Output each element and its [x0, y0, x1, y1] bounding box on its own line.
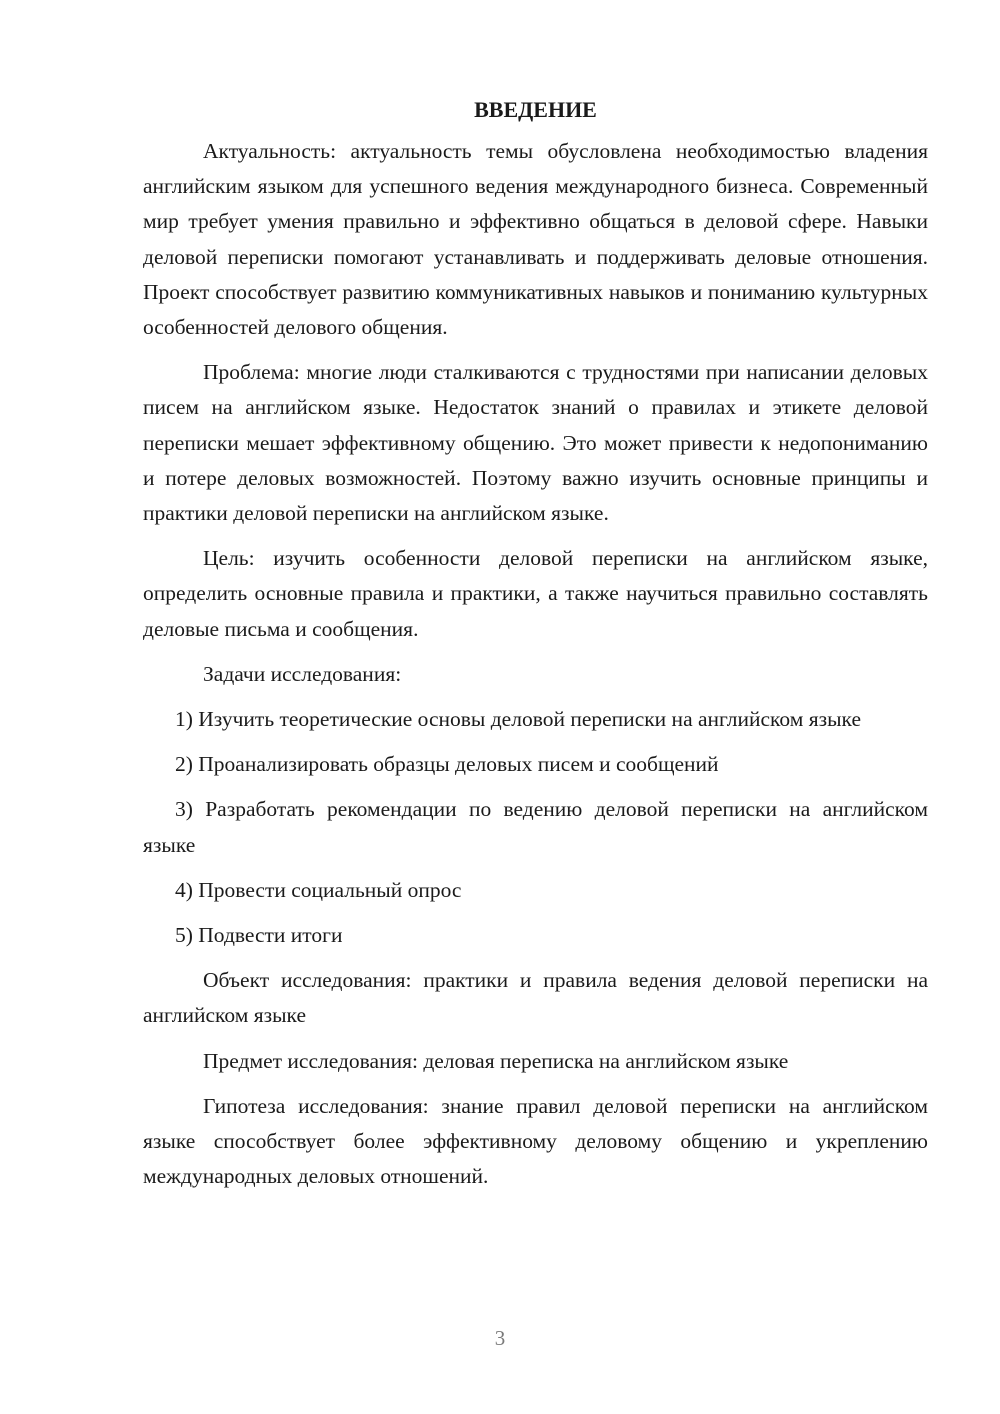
paragraph-object: Объект исследования: практики и правила ведения деловой переписки на английском языке	[143, 968, 928, 1028]
task-item-3: 3) Разработать рекомендации по ведению деловой переписки на английском языке	[143, 797, 928, 857]
section-title: ВВЕДЕНИЕ	[474, 97, 597, 122]
paragraph-hypothesis: Гипотеза исследования: знание правил деловой переписки на английском языке способствует более эффективному деловому общению и укреплению международных деловых отношений.	[143, 1093, 928, 1189]
document-page	[143, 92, 928, 1204]
paragraph-subject: Предмет исследования: деловая переписка на английском языке	[203, 1048, 789, 1073]
paragraph-goal: Цель: изучить особенности деловой переписки на английском языке, определить основные правила и практики, а также научиться правильно составлять деловые письма и сообщения.	[143, 546, 928, 641]
task-item-5: 5) Подвести итоги	[175, 923, 343, 948]
task-item-2: 2) Проанализировать образцы деловых писем и сообщений	[175, 752, 719, 777]
tasks-heading: Задачи исследования:	[203, 661, 402, 686]
paragraph-relevance: Актуальность: актуальность темы обусловлена необходимостью владения английским языком для успешного ведения международного бизнеса. Современный мир требует умения правильно и эффективно общаться в деловой сфере. Навыки деловой переписки помогают устанавливать и поддерживать деловые отношения. Проект способствует развитию коммуникативных навыков и пониманию культурных особенностей делового общения.	[143, 139, 928, 340]
paragraph-problem: Проблема: многие люди сталкиваются с трудностями при написании деловых писем на английском языке. Недостаток знаний о правилах и этикете деловой переписки мешает эффективному общению. Это может привести к недопониманию и потере деловых возможностей. Поэтому важно изучить основные принципы и практики деловой переписки на английском языке.	[143, 360, 928, 526]
task-item-1: 1) Изучить теоретические основы деловой переписки на английском языке	[175, 707, 861, 732]
task-item-4: 4) Провести социальный опрос	[175, 877, 462, 902]
page-number: 3	[494, 1326, 506, 1350]
